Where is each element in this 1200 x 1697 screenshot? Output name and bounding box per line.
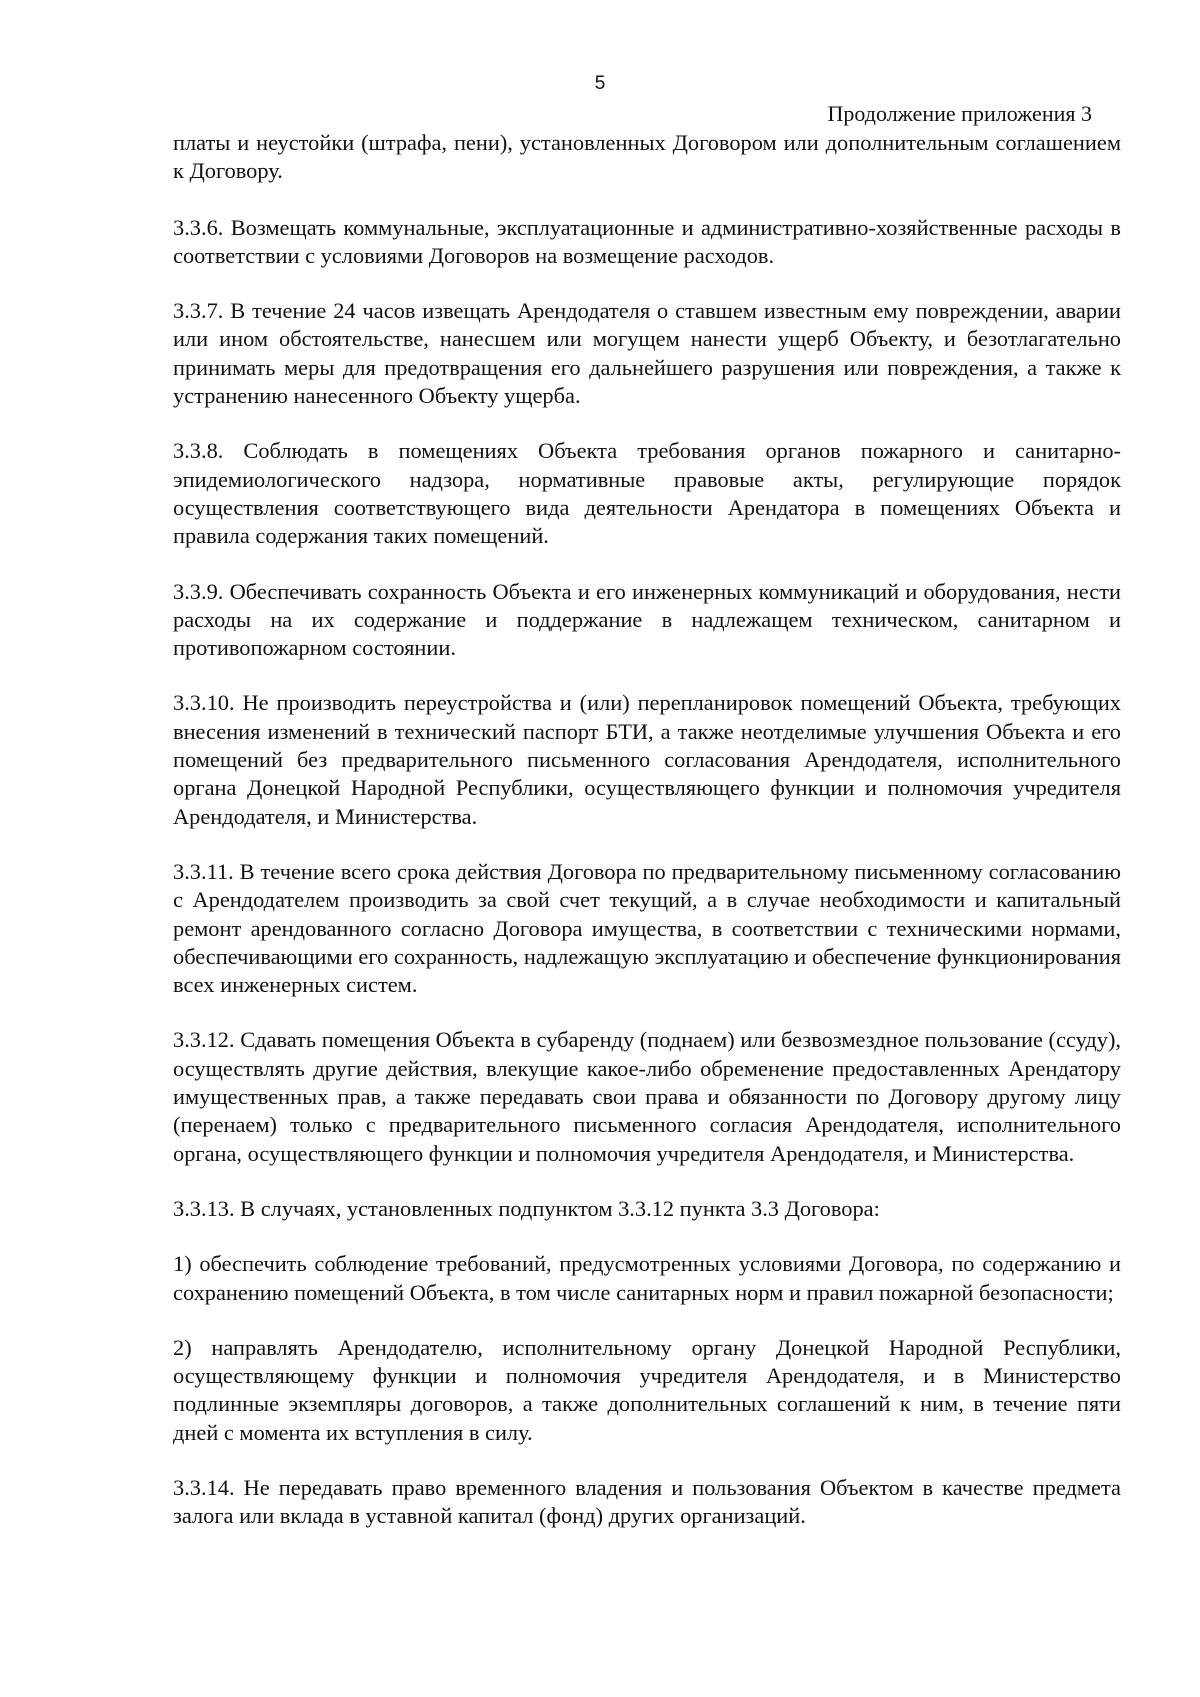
paragraph-3-3-8: 3.3.8. Соблюдать в помещениях Объекта требования органов пожарного и санитарно-эпидемиологического надзора, нормативные правовые акты, регулирующие порядок осуществления соответствующего вида деятельности Арендатора в помещениях Объекта и правила содержания таких помещений. [173,438,1121,549]
paragraph-item-2: 2) направлять Арендодателю, исполнительному органу Донецкой Народной Республики, осуществляющему функции и полномочия учредителя Арендодателя, и в Министерство подлинные экземпляры договоров, а также дополнительных соглашений к ним, в течение пяти дней с момента их вступления в силу. [173,1334,1121,1445]
document-body [173,129,1121,1558]
paragraph-3-3-7: 3.3.7. В течение 24 часов извещать Арендодателя о ставшем известным ему повреждении, аварии или ином обстоятельстве, нанесшем или могущем нанести ущерб Объекту, и безотлагательно принимать меры для предотвращения его дальнейшего разрушения или повреждения, а также к устранению нанесенного Объекту ущерба. [173,298,1121,409]
paragraph-item-1: 1) обеспечить соблюдение требований, предусмотренных условиями Договора, по содержанию и сохранению помещений Объекта, в том числе санитарных норм и правил пожарной безопасности; [173,1251,1121,1305]
paragraph-3-3-12: 3.3.12. Сдавать помещения Объекта в субаренду (поднаем) или безвозмездное пользование (ссуду), осуществлять другие действия, влекущие какое-либо обременение предоставленных Арендатору имущественных прав, а также передавать свои права и обязанности по Договору другому лицу (перенаем) только с предварительного письменного согласия Арендодателя, исполнительного органа, осуществляющего функции и полномочия учредителя Арендодателя, и Министерства. [173,1027,1121,1166]
paragraph-3-3-9: 3.3.9. Обеспечивать сохранность Объекта и его инженерных коммуникаций и оборудования, нести расходы на их содержание и поддержание в надлежащем техническом, санитарном и противопожарном состоянии. [173,578,1121,661]
paragraph-continuation: платы и неустойки (штрафа, пени), установленных Договором или дополнительным соглашением к Договору. [173,130,1121,184]
paragraph-3-3-6: 3.3.6. Возмещать коммунальные, эксплуатационные и административно-хозяйственные расходы в соответствии с условиями Договоров на возмещение расходов. [173,214,1121,268]
paragraph-3-3-13: 3.3.13. В случаях, установленных подпунктом 3.3.12 пункта 3.3 Договора: [173,1195,880,1221]
page-number: 5 [594,73,606,94]
appendix-continuation-note: Продолжение приложения 3 [827,101,1092,126]
paragraph-3-3-14: 3.3.14. Не передавать право временного владения и пользования Объектом в качестве предмета залога или вклада в уставной капитал (фонд) других организаций. [173,1474,1121,1529]
paragraph-3-3-10: 3.3.10. Не производить переустройства и (или) перепланировок помещений Объекта, требующих внесения изменений в технический паспорт БТИ, а также неотделимые улучшения Объекта и его помещений без предварительного письменного согласования Арендодателя, исполнительного органа Донецкой Народной Республики, осуществляющего функции и полномочия учредителя Арендодателя, и Министерства. [173,690,1121,829]
paragraph-3-3-11: 3.3.11. В течение всего срока действия Договора по предварительному письменному согласованию с Арендодателем производить за свой счет текущий, а в случае необходимости и капитальный ремонт арендованного согласно Договора имущества, в соответствии с техническими нормами, обеспечивающими его сохранность, надлежащую эксплуатацию и обеспечение функционирования всех инженерных систем. [173,858,1121,998]
